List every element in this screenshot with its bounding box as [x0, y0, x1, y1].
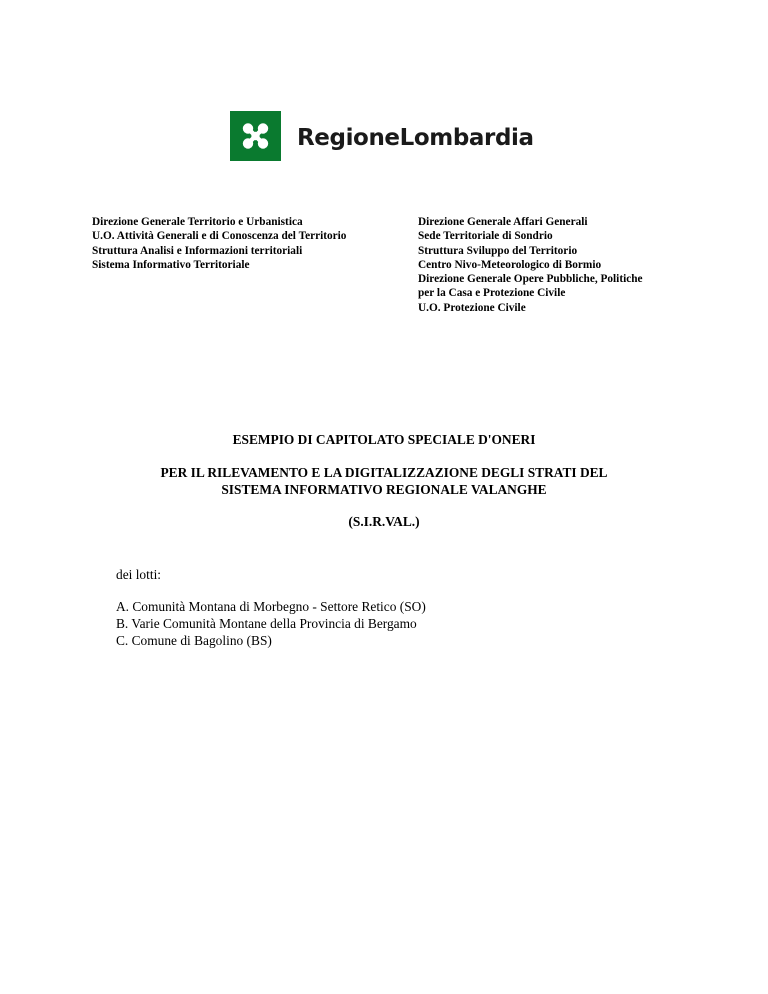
lots-list: [116, 598, 426, 649]
lot-item: B. Varie Comunità Montane della Provincia di Bergamo: [116, 616, 417, 631]
right-dept-line: Direzione Generale Affari Generali: [418, 216, 588, 228]
subtitle-line-1: PER IL RILEVAMENTO E LA DIGITALIZZAZIONE DEGLI STRATI DEL: [160, 465, 608, 480]
regione-lombardia-logo: [230, 111, 534, 161]
right-dept-line: Struttura Sviluppo del Territorio: [418, 244, 578, 257]
document-title: ESEMPIO DI CAPITOLATO SPECIALE D'ONERI: [232, 432, 536, 447]
left-dept-line: U.O. Attività Generali e di Conoscenza del Territorio: [92, 230, 347, 243]
right-dept-line: per la Casa e Protezione Civile: [418, 287, 566, 300]
right-department-block: [418, 215, 688, 315]
left-dept-line: Sistema Informativo Territoriale: [92, 258, 250, 271]
left-dept-line: Struttura Analisi e Informazioni territoriali: [92, 244, 303, 257]
lombardia-rose-icon: [230, 111, 281, 161]
right-dept-line: Direzione Generale Opere Pubbliche, Politiche: [418, 273, 643, 286]
right-dept-line: Sede Territoriale di Sondrio: [418, 230, 553, 243]
lot-item: A. Comunità Montana di Morbegno - Settore Retico (SO): [116, 599, 426, 614]
left-department-block: [92, 215, 392, 272]
left-dept-line: Direzione Generale Territorio e Urbanistica: [92, 216, 303, 228]
document-subtitle: [0, 464, 768, 498]
document-acronym: (S.I.R.VAL.): [348, 514, 420, 529]
right-dept-line: U.O. Protezione Civile: [418, 301, 526, 314]
lot-item: C. Comune di Bagolino (BS): [116, 633, 272, 648]
right-dept-line: Centro Nivo-Meteorologico di Bormio: [418, 258, 602, 271]
logo-wordmark: RegioneLombardia: [297, 124, 534, 151]
subtitle-line-2: SISTEMA INFORMATIVO REGIONALE VALANGHE: [221, 482, 547, 497]
lots-intro: dei lotti:: [116, 567, 162, 582]
